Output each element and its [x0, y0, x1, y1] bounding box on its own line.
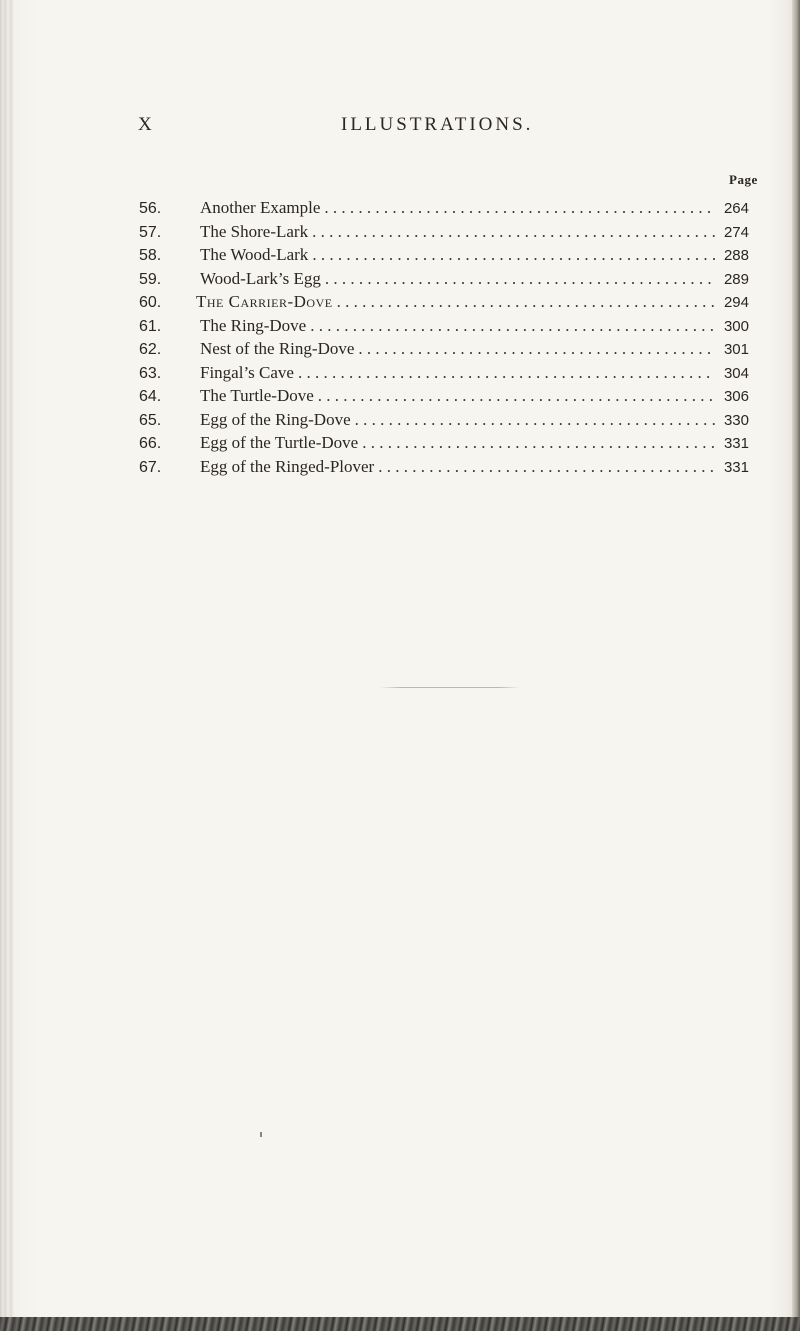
entry-title: Another Example: [200, 198, 321, 217]
entry-number: 67.: [139, 458, 162, 476]
entry-page: 304: [723, 364, 749, 382]
entry-page: 330: [723, 411, 749, 429]
entry-number: 56.: [139, 200, 162, 217]
entry-number: 65.: [139, 411, 162, 429]
entry-page: 294: [723, 294, 749, 311]
entry-title: Egg of the Turtle-Dove: [200, 433, 359, 452]
list-item: [139, 361, 749, 385]
page-number: X: [138, 114, 153, 135]
list-item: [139, 455, 749, 479]
entry-number: 58.: [139, 247, 162, 264]
list-item: [139, 337, 749, 361]
entry-page: 331: [723, 435, 749, 452]
entry-title: Nest of the Ring-Dove: [200, 339, 355, 358]
dot-leader: [362, 431, 715, 455]
entry-page: 306: [723, 388, 749, 405]
list-item: [139, 314, 749, 338]
dot-leader: [312, 220, 715, 244]
entry-page: 288: [723, 247, 749, 264]
list-item: [139, 243, 749, 267]
page-binding-edge: [0, 0, 14, 1331]
illustrations-list: [139, 196, 749, 478]
dot-leader: [318, 384, 715, 408]
paper-speck: [260, 1132, 262, 1137]
dot-leader: [312, 243, 715, 267]
entry-title: Egg of the Ringed-Plover: [200, 456, 375, 476]
dot-leader: [324, 196, 715, 220]
entry-title: Fingal’s Cave: [200, 362, 294, 382]
entry-number: 63.: [139, 364, 162, 382]
entry-title: The Ring-Dove: [200, 315, 307, 335]
entry-page: 264: [723, 200, 749, 217]
dot-leader: [337, 290, 715, 314]
entry-title: The Turtle-Dove: [200, 386, 314, 405]
list-item: [139, 290, 749, 314]
dot-leader: [298, 361, 715, 385]
entry-number: 57.: [139, 223, 162, 241]
dot-leader: [358, 337, 715, 361]
entry-number: 61.: [139, 317, 162, 335]
entry-page: 300: [723, 317, 749, 335]
running-header: [0, 114, 800, 138]
entry-title: The Shore-Lark: [200, 221, 309, 241]
list-item: [139, 384, 749, 408]
section-divider: [380, 687, 520, 688]
page-column-label: Page: [729, 172, 758, 187]
entry-title: The Carrier-Dove: [196, 292, 333, 311]
page-right-edge: [792, 0, 800, 1331]
entry-number: 64.: [139, 388, 162, 405]
entry-number: 60.: [139, 294, 162, 311]
list-item: [139, 408, 749, 432]
entry-page: 289: [723, 270, 749, 288]
list-item: [139, 196, 749, 220]
entry-number: 62.: [139, 341, 162, 358]
page-bottom-edge: [0, 1317, 800, 1331]
list-item: [139, 220, 749, 244]
dot-leader: [325, 267, 715, 291]
dot-leader: [378, 455, 715, 479]
entry-number: 66.: [139, 435, 162, 452]
entry-number: 59.: [139, 270, 162, 288]
dot-leader: [310, 314, 715, 338]
entry-page: 301: [723, 341, 749, 358]
list-item: [139, 431, 749, 455]
entry-page: 331: [723, 458, 749, 476]
entry-title: Egg of the Ring-Dove: [200, 409, 351, 429]
list-item: [139, 267, 749, 291]
entry-page: 274: [723, 223, 749, 241]
entry-title: The Wood-Lark: [200, 245, 309, 264]
running-title: ILLUSTRATIONS.: [341, 114, 534, 135]
entry-title: Wood-Lark’s Egg: [200, 268, 321, 288]
dot-leader: [355, 408, 715, 432]
